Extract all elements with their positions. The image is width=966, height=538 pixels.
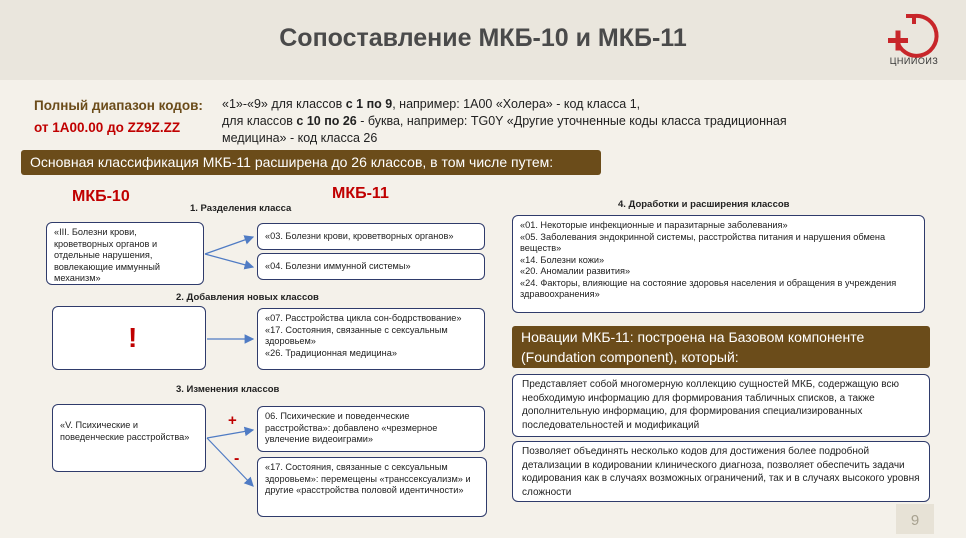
mkb11-class-04-box: «04. Болезни иммунной системы» bbox=[257, 253, 485, 280]
section-4-heading: 4. Доработки и расширения классов bbox=[618, 199, 790, 210]
plus-sign: + bbox=[228, 412, 237, 429]
section-2-heading: 2. Добавления новых классов bbox=[176, 292, 319, 303]
exclamation-mark: ! bbox=[128, 322, 138, 353]
range-text: для классов bbox=[222, 114, 297, 128]
mkb10-label: МКБ-10 bbox=[72, 188, 130, 205]
innovation-2-box: Позволяет объединять несколько кодов для достижения более подробной детализации в кодировании клинического диагноза, позволяет обеспечить задачи кодирования как в случаях возможных ограничений, так и в случаях высокого уровня сложности bbox=[512, 441, 930, 502]
logo-text: ЦНИИОИЗ bbox=[889, 56, 939, 66]
range-text-bold: с 10 по 26 bbox=[296, 114, 357, 128]
range-label: Полный диапазон кодов: bbox=[34, 98, 203, 113]
mkb10-class-v-box: «V. Психические и поведенческие расстройства» bbox=[52, 404, 206, 472]
mkb11-class-17-box: «17. Состояния, связанные с сексуальным здоровьем»: перемещены «транссексуализм» и другие «расстройства половой идентичности» bbox=[257, 457, 487, 517]
section-1-heading: 1. Разделения класса bbox=[190, 203, 292, 214]
arrow-to-class-03 bbox=[205, 237, 253, 254]
mkb11-class-06-box: 06. Психические и поведенческие расстройства»: добавлено «чрезмерное увлечение видеоиграми» bbox=[257, 406, 485, 452]
innovations-banner: Новации МКБ-11: построена на Базовом компоненте (Foundation component), который: bbox=[512, 326, 930, 368]
range-text-bold: с 1 по 9 bbox=[345, 97, 393, 111]
range-text: «1»-«9» для классов bbox=[222, 97, 346, 111]
innovation-1-box: Представляет собой многомерную коллекцию сущностей МКБ, содержащую всю необходимую информацию для формирования табличных списков, а также дополнительную информацию, для формирования специализированных последовательностей и модификаций bbox=[512, 374, 930, 437]
classification-banner: Основная классификация МКБ-11 расширена до 26 классов, в том числе путем: bbox=[21, 150, 601, 175]
range-text: , например: 1А00 «Холера» - код класса 1, bbox=[392, 97, 641, 111]
range-value: от 1А00.00 до ZZ9Z.ZZ bbox=[34, 120, 181, 135]
arrow-to-class-04 bbox=[205, 254, 253, 267]
mkb10-class-iii-box: «III. Болезни крови, кроветворных органов и отдельные нарушения, вовлекающие иммунный механизм» bbox=[46, 222, 204, 285]
extended-classes-box: «01. Некоторые инфекционные и паразитарные заболевания» «05. Заболевания эндокринной системы, расстройства питания и нарушения обмена веществ» «14. Болезни кожи» «20. Аномалии развития» «24. Факторы, влияющие на состояние здоровья населения и обращения в учреждения здравоохранения» bbox=[512, 215, 925, 313]
mkb11-class-03-box: «03. Болезни крови, кроветворных органов» bbox=[257, 223, 485, 250]
arrow-to-class-06 bbox=[207, 430, 253, 438]
section-3-heading: 3. Изменения классов bbox=[176, 384, 280, 395]
arrow-to-class-17 bbox=[207, 438, 253, 486]
range-text: - буква, например: TG0Y «Другие уточненные коды класса традиционная медицина» - код класса 26 bbox=[222, 114, 787, 145]
page-title: Сопоставление МКБ-10 и МКБ-11 bbox=[279, 24, 687, 52]
page-number: 9 bbox=[896, 504, 934, 534]
minus-sign: - bbox=[234, 450, 240, 467]
mkb11-new-classes-box: «07. Расстройства цикла сон-бодрствование» «17. Состояния, связанные с сексуальным здоровьем» «26. Традиционная медицина» bbox=[257, 308, 485, 370]
mkb11-label: МКБ-11 bbox=[332, 185, 389, 202]
